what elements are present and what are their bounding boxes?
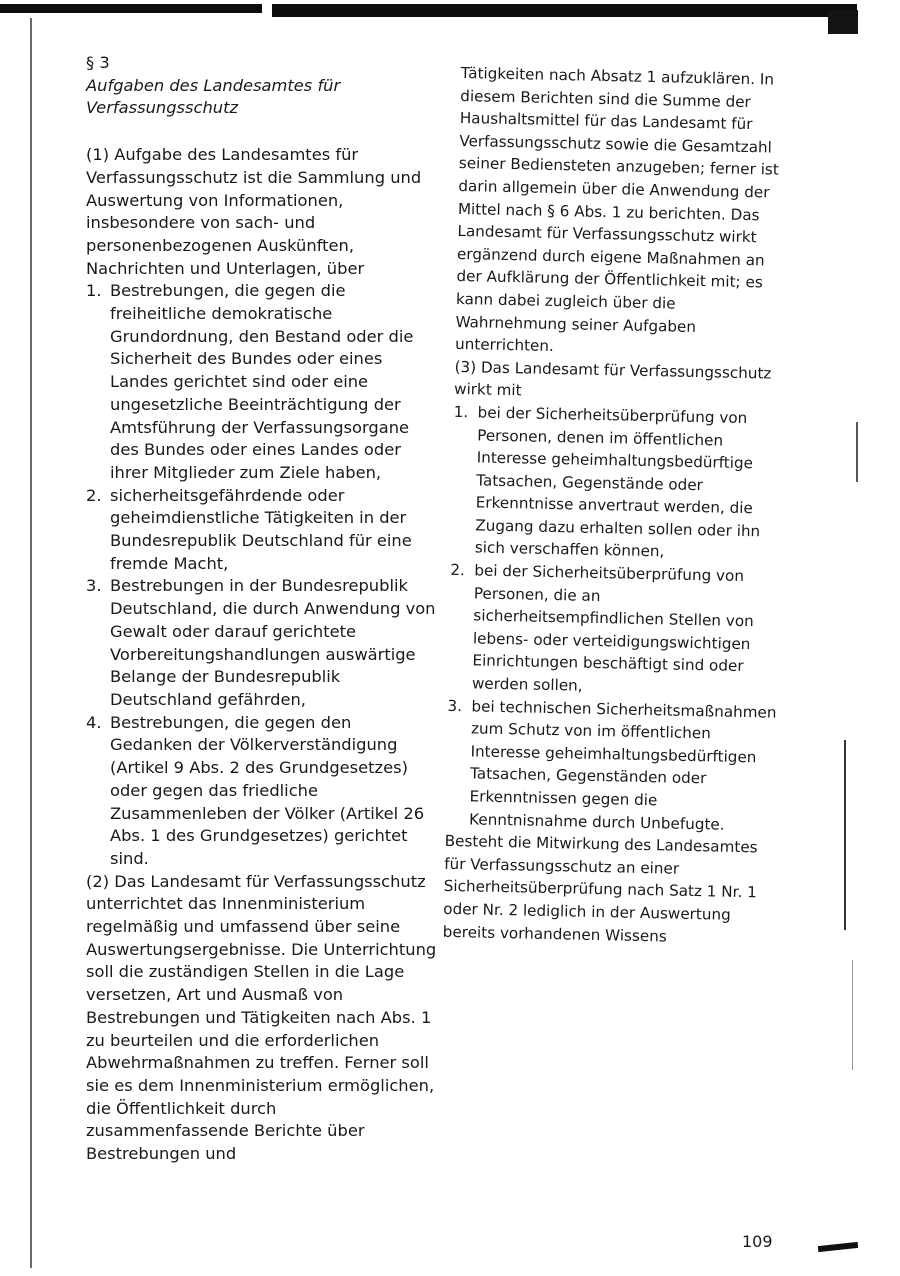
paragraph-2-continued: Tätigkeiten nach Absatz 1 aufzuklären. In diesem Berichten sind die Summe der Haushaltsmittel für das Landesamt für Verfassungsschutz sowie die Gesamtzahl seiner Bediensteten anzugeben; ferner ist darin allgemein über die Anwendung der Mittel nach § 6 Abs. 1 zu berichten. Das Landesamt für Verfassungsschutz wirkt ergänzend durch eigene Maßnahmen an der Aufklärung der Öffentlichkeit mit; es kann dabei zugleich über die Wahrnehmung seiner Aufgaben unterrichten. <box>454 63 779 356</box>
scan-artifact-corner <box>818 1242 858 1252</box>
list-item-text: Bestrebungen in der Bundesrepublik Deutschland, die durch Anwendung von Gewalt oder darauf gerichtete Vorbereitungshandlungen auswärtige Belange der Bundesrepublik Deutschland gefährden, <box>110 576 436 709</box>
paragraph-3-list <box>445 401 784 837</box>
list-item <box>448 559 781 701</box>
list-item-number: 3. <box>447 696 463 715</box>
scan-artifact-mark <box>852 960 853 1070</box>
paragraph-1-list <box>86 280 438 870</box>
list-item <box>86 712 438 871</box>
paragraph-3-tail: Besteht die Mitwirkung des Landesamtes für Verfassungsschutz an einer Sicherheitsüberprüfung nach Satz 1 Nr. 1 oder Nr. 2 lediglich in der Auswertung bereits vorhandenen Wissens <box>442 832 758 946</box>
list-item-text: Bestrebungen, die gegen den Gedanken der Völkerverständigung (Artikel 9 Abs. 2 des Grundgesetzes) oder gegen das friedliche Zusammenleben der Völker (Artikel 26 Abs. 1 des Grundgesetzes) gerichtet sind. <box>110 712 425 868</box>
list-item-text: sicherheitsgefährdende oder geheimdienstliche Tätigkeiten in der Bundesrepublik Deutschland für eine fremde Macht, <box>110 485 412 573</box>
list-item <box>86 485 438 576</box>
binding-edge-line <box>30 18 32 1268</box>
list-item-number: 1. <box>453 402 469 422</box>
list-item <box>86 280 438 484</box>
paragraph-1-intro: (1) Aufgabe des Landesamtes für Verfassungsschutz ist die Sammlung und Auswertung von Informationen, insbesondere von sach- und personenbezogenen Auskünften, Nachrichten und Unterlagen, über <box>86 145 422 278</box>
scan-edge-top-left <box>0 4 262 13</box>
list-item-text: bei der Sicherheitsüberprüfung von Personen, denen im öffentlichen Interesse geheimhaltungsbedürftige Tatsachen, Gegenstände oder Erkenntnisse anvertraut werden, die Zugang dazu erhalten sollen oder ihn sich verschaffen können, <box>474 403 761 561</box>
section-title: Aufgaben des Landesamtes für Verfassungsschutz <box>86 75 341 118</box>
list-item-text: Bestrebungen, die gegen die freiheitliche demokratische Grundordnung, den Bestand oder die Sicherheit des Bundes oder eines Landes gerichtet sind oder eine ungesetzliche Beeinträchtigung der Amtsführung der Verfassungsorgane des Bundes oder eines Landes oder ihrer Mitglieder zum Ziele haben, <box>110 281 414 482</box>
scan-edge-top-corner <box>828 10 858 34</box>
scan-artifact-mark <box>844 740 846 930</box>
list-item <box>451 401 784 566</box>
list-item-number: 1. <box>86 281 102 301</box>
list-item-number: 4. <box>86 712 102 732</box>
list-item-text: bei technischen Sicherheitsmaßnahmen zum Schutz von im öffentlichen Interesse geheimhaltungsbedürftigen Tatsachen, Gegenständen oder Erkenntnissen gegen die Kenntnisnahme durch Unbefugte. <box>468 696 777 834</box>
right-column <box>443 62 791 950</box>
list-item-number: 3. <box>86 576 102 596</box>
list-item-text: bei der Sicherheitsüberprüfung von Personen, die an sicherheitsempfindlichen Stellen von lebens- oder verteidigungswichtigen Einrichtungen beschäftigt sind oder werden sollen, <box>471 561 754 695</box>
list-item-number: 2. <box>450 560 466 580</box>
left-column <box>86 52 438 1166</box>
list-item <box>86 575 438 711</box>
section-number: § 3 <box>86 53 110 72</box>
paragraph-2: (2) Das Landesamt für Verfassungsschutz unterrichtet das Innenministerium regelmäßig und umfassend über seine Auswertungsergebnisse. Die Unterrichtung soll die zuständigen Stellen in die Lage versetzen, Art und Ausmaß von Bestrebungen und Tätigkeiten nach Abs. 1 zu beurteilen und die erforderlichen Abwehrmaßnahmen zu treffen. Ferner soll sie es dem Innenministerium ermöglichen, die Öffentlichkeit durch zusammenfassende Berichte über Bestrebungen und <box>86 871 437 1164</box>
list-item <box>445 694 778 836</box>
scan-artifact-mark <box>856 422 858 482</box>
paragraph-3-intro: (3) Das Landesamt für Verfassungsschutz wirkt mit <box>453 357 772 400</box>
page-number: 109 <box>742 1232 773 1251</box>
scan-edge-top-right <box>272 4 857 17</box>
list-item-number: 2. <box>86 485 102 505</box>
